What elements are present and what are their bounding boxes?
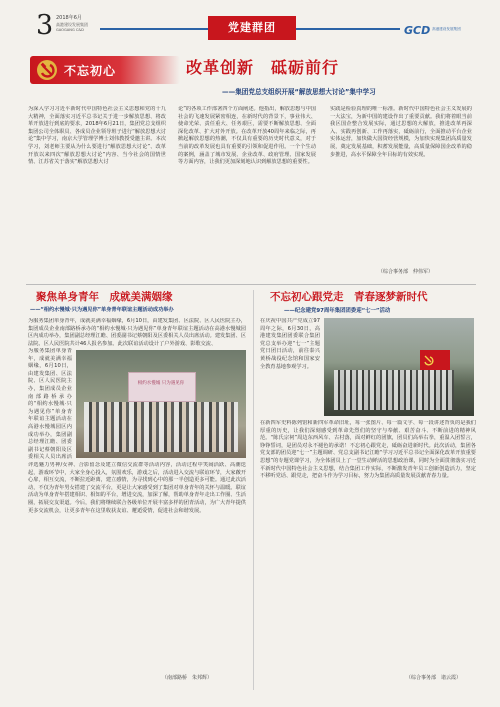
article-column-3: 实践是检验真理的唯一标准。新时代中国特色社会主义发展的一大法宝，为新中国的建设作出了重要贡献。我们将着眼当前我区国企整合发展实际，通过思想的大解放，推进改革再深入、实践再创新、工作再落实，砥砺前行，全面推动平台企业实体运营，加快做大国资经营规模，为加快实现集团高质量发展，奠定发展基础，积蓄发展能量，高质量保障国企改革的稳步推进，高水平保障全年目标的有效实现。 <box>330 106 472 158</box>
header-rule <box>100 28 208 30</box>
subheadline: ——集团党总支组织开展“解放思想大讨论”集中学习 <box>222 88 376 96</box>
intro-text: 在庆祝中国共产党成立97周年之际，6月30日，高港建发集团团委联合集团党总支举办迎“七一”主题党日团日活动，前往泰兴黄桥战役纪念馆和国家安全教育基地参观学习。 <box>260 318 320 370</box>
paper-name-cn: 高港建设发展集团 <box>56 22 88 27</box>
headline: 改革创新 砥砺前行 <box>186 58 340 77</box>
article-youth-mixer <box>26 290 248 690</box>
divider <box>26 284 476 285</box>
header <box>0 0 500 44</box>
photo-banner <box>128 372 196 402</box>
article-body: 在新四军史料陈列馆和新四军革命旧址，每一张图片、每一篇文字、每一段讲述背负的是我们厚重的历史，让我们深刻感受到革命先烈们的坚守与奉献、艰苦奋斗、不断前进的精神风范。“陈氏宗祠”周边东西风车、古村落，面对鲜红的团旗，团员们高举右拳，重温入团誓言，铮铮誓词，是团员对永不褪色的承诺！不忘初心跟党走，砥砺奋进新时代。此次活动，集团各党支部的团员迎“七一”主题调研、党总支副书记江瞻“学习习近平总书记全面深化改革开放重要思想”的专题党课学习，为全体团员上了一堂生动鲜活的思想政治课，同时为全面贯彻落实习近平新时代中国特色社会主义思想，结合集团工作实际，不断激发青年员工创新创造活力，坚定不移听党话、跟党走，把奋斗作为学习目标，努力为集团高质量发展贡献青春力量。 <box>260 420 476 480</box>
intro-text: 为服务集团单身青年，成就美满幸福姻缘，6月10日，由建发集团、区法院、区人民医院主办，集团成员企业南部路桥承办的“相约水慢城·只为遇见你”单身青年联谊主题活动在高港水慢城园区内成功举办，集团副总经理江瞻、团委副书记蔡朝阳及区委相关人员出席活动。建发集团、区法院、区人民医院共计46人报名参加。此次联谊活动设计了户外游戏、影歌交流、 <box>28 318 246 347</box>
photo-caption: 相约水慢城 只为遇见你 <box>137 381 185 386</box>
article-reform <box>26 48 476 280</box>
section-title: 党建群团 <box>228 21 276 34</box>
headline: 聚焦单身青年 成就美满姻缘 <box>36 291 173 303</box>
crowd <box>84 402 238 452</box>
headline: 不忘初心跟党走 青春逐梦新时代 <box>270 291 428 303</box>
group-photo <box>76 350 246 458</box>
group-figures <box>334 370 454 410</box>
page-date: 2018年6月 <box>56 15 82 21</box>
subheadline: ——“相约水慢城·只为遇见你”单身青年联谊主题活动成功举办 <box>30 307 174 313</box>
article-column-1: 为深入学习习近平新时代中国特色社会主义思想和党的十九大精神，全面落实习近平总书记关于进一步解放思想、将改革开放进行到底的要求，2018年6月21日，集团党总支组织集团公司全体职员、各成员企业领导班子进行“解放思想大讨论”集中学习，南京大学管理学博士刘伟教授受邀主讲。本次学习，刘老师主要从为什么要进行“解放思想大讨论”、改革开放以来四次“解放思想大讨论”内容、当今社会的国情世情、江苏省关于落实“解放思想大讨 <box>28 106 166 166</box>
paper-name-en: GAOGANG C&D <box>56 28 84 32</box>
hammer-sickle-icon <box>36 59 58 81</box>
article-party-anniversary <box>258 290 478 690</box>
intro-text-left: 为服务集团单身青年，成就美满幸福姻缘，6月10日，由建发集团、区法院、区人民医院主办，集团成员企业南部路桥承办的“相约水慢城·只为遇见你”单身青年联谊主题活动在高港水慢城园区内成功举办，集团副总经理江瞻、团委副书记蔡朝阳及区委相关人员出席活 <box>28 348 72 460</box>
header-rule-right <box>296 28 400 30</box>
red-banner <box>30 56 180 84</box>
column-divider <box>253 290 254 690</box>
badge-text: 不忘初心 <box>64 64 117 78</box>
subheadline: ——纪念建党97周年集团团委迎“七一”活动 <box>284 308 391 314</box>
page-number: 3 <box>36 10 54 41</box>
article-column-2: 论”的各项工作部署四个方面阐述。他指出，解放思想与中国社会的飞速发展紧密相连，在新时代的背景下，事业伟大、使命光荣、责任重大、任务艰巨，需要不断解放思想、全面深化改革、扩大对外开放。在改革开放40周年来临之际，再掀起解放思想的热潮，不仅具有重要的历史时代意义，对于当前的改革发展也具有重要的引领和促进作用。一个个生动的案例，涵盖了城市发展、企业改革、政府管理、国家发展等方面内容，让我们更加深刻地认识到解放思想的重要性。 <box>178 106 316 166</box>
logo-text: GCD <box>404 24 431 37</box>
memorial-photo <box>324 318 474 416</box>
logo-sub: 高港建设发展集团 <box>432 27 461 31</box>
signature: （综合事务部 诸云霞） <box>406 675 462 681</box>
signature: （综合事务部 仲伟军） <box>378 269 434 275</box>
signature: （南部路桥 朱邦辉） <box>162 675 213 681</box>
party-flag-icon <box>420 350 450 370</box>
article-body: 评选魅力男神/女神、合影留念及建立微信交流群等活动内容，活动过程中笑闹活跃、高潮迭起，游戏环节中，大家全身心投入，氛围欢乐，游戏之后，活动进入交流与联谊环节，大家敞开心扉，相互交流，不断拉近距离，建立感情，为寻找到心中的那一半创造更多可能。通过此次活动，不仅为青年男女搭建了交流平台，更是让大家感受到了集团对单身青年的关怀与温暖。联谊活动为单身青年搭建相识、相知的平台，增进交流，加深了解，帮助单身青年走出工作圈、生活圈，拓展交友渠道。今后，我们将继续联合各级单位开展丰富多样的团青活动，为广大青年提供更多交流机会，让更多青年在这里收获友谊、邂逅爱情，促进社会和谐发展。 <box>28 462 246 514</box>
